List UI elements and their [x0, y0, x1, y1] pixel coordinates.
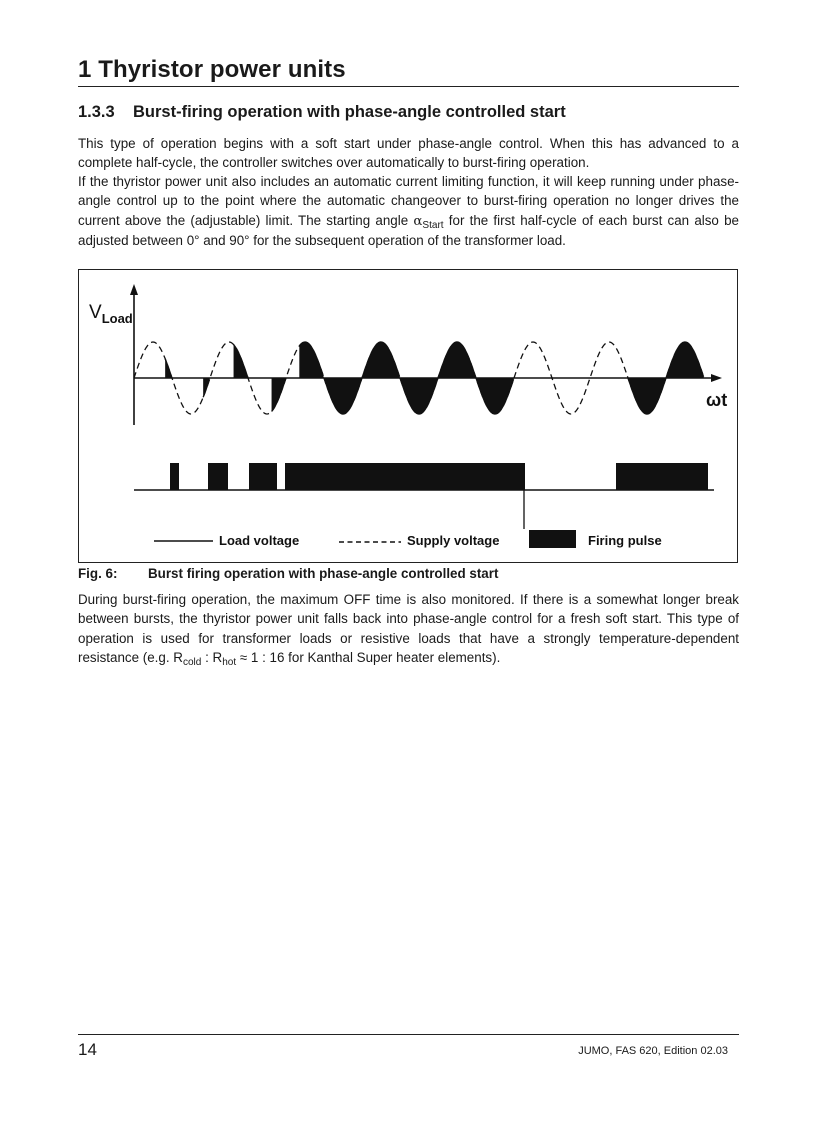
footer-rule: [78, 1034, 739, 1035]
legend-pulse-swatch: [529, 530, 576, 548]
firing-pulse-block: [285, 463, 525, 490]
intro-paragraph-2: [78, 172, 739, 251]
p3-text-after: ≈ 1 : 16 for Kanthal Super heater elements).: [236, 650, 501, 666]
intro-paragraph-1: This type of operation begins with a soft start under phase-angle control. When this has advanced to a complete half-cycle, the controller switches over automatically to burst-firing operation.: [78, 136, 739, 171]
footer-edition: JUMO, FAS 620, Edition 02.03: [578, 1045, 728, 1057]
legend-pulse-label: Firing pulse: [588, 533, 662, 548]
alpha-symbol: α: [413, 213, 423, 229]
figure-caption-text: Burst firing operation with phase-angle controlled start: [148, 566, 499, 581]
p3-text-mid: : R: [201, 650, 223, 666]
figure-caption: [78, 566, 498, 581]
legend-load-label: Load voltage: [219, 533, 300, 548]
p2-text-after: for the first half-cycle of each burst can also be adjusted between 0° and 90° for the subsequent operation of the transformer load.: [78, 212, 739, 249]
r-cold-subscript: cold: [182, 657, 202, 669]
firing-pulse-block: [170, 463, 179, 490]
firing-pulse-block: [616, 463, 708, 490]
waveform-diagram: [79, 270, 739, 564]
figure-caption-label: Fig. 6:: [78, 566, 118, 581]
figure-frame: [78, 269, 738, 563]
alpha-subscript: Start: [422, 219, 444, 231]
page-number: 14: [78, 1040, 97, 1059]
r-hot-subscript: hot: [222, 657, 237, 669]
firing-pulse-block: [249, 463, 277, 490]
p2-text-before: If the thyristor power unit also includes an automatic current limiting function, it will keep running under phase-angle control up to the point where the automatic changeover to burst-firing operation no longer drives the current above the (adjustable) limit. The starting angle: [78, 174, 739, 228]
y-axis-label: $V_{Load}$: [89, 302, 133, 326]
x-axis-label: ωt: [706, 390, 728, 410]
section-number: 1.3.3: [78, 103, 115, 121]
header-rule: [78, 86, 739, 87]
section-title: Burst-firing operation with phase-angle controlled start: [133, 103, 566, 121]
chapter-title: 1 Thyristor power units: [78, 56, 346, 83]
firing-pulse-block: [208, 463, 228, 490]
y-axis-arrow: [130, 284, 138, 295]
legend-supply-label: Supply voltage: [407, 533, 500, 548]
firing-pulses: [170, 463, 708, 490]
p3-text-before: During burst-firing operation, the maximum OFF time is also monitored. If there is a somewhat longer break between bursts, the thyristor power unit falls back into phase-angle control for a fresh soft start. This type of operation is used for transformer loads or resistive loads that have a strongly temperature-dependent resistance (e.g. R: [78, 592, 739, 666]
section-heading: [78, 103, 566, 122]
x-axis-arrow: [711, 374, 722, 382]
body-paragraph: [78, 590, 739, 668]
